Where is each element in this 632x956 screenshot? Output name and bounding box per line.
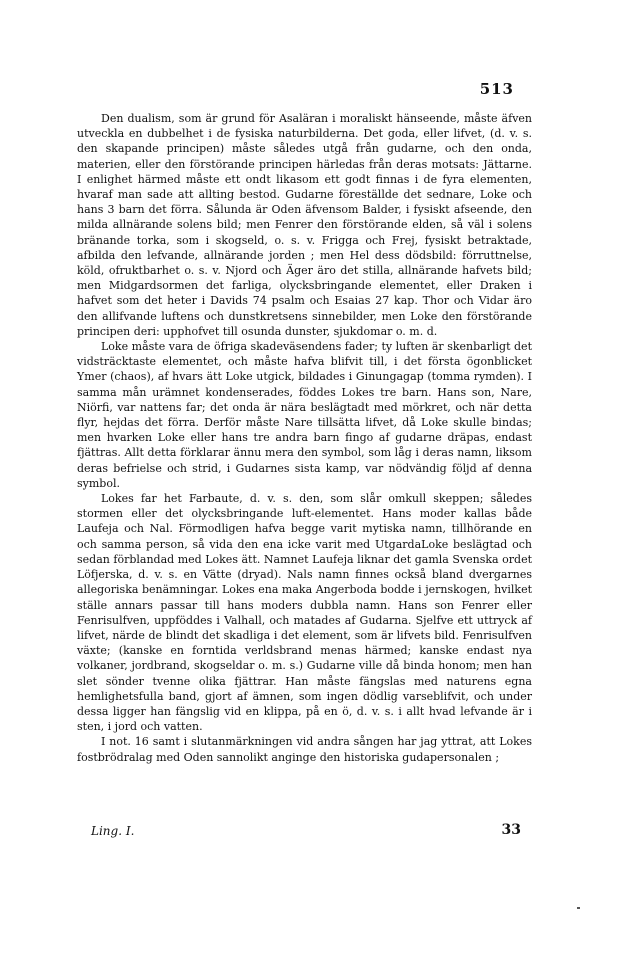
print-speck (577, 907, 580, 909)
sheet-number: 33 (501, 822, 521, 838)
paragraph-3: Lokes far het Farbaute, d. v. s. den, som slår omkull skeppen; således stormen eller det olycksbringande luft-elementet. Hans moder kallas både Laufeja och Nal. Förmodligen hafva begge varit mytiska namn, tillhörande en och samma person, så vida den ena icke varit med UtgardaLoke beslägtad och sedan förblandad med Lokes ätt. Namnet Laufeja liknar det gamla Svenska ordet Löfjerska, d. v. s. en Vätte (dryad). Nals namn finnes också bland dvergarnes allegoriska benämningar. Lokes ena maka Angerboda bodde i jernskogen, hvilket ställe annars passar till hans moders dubbla namn. Hans son Fenrer eller Fenrisulfven, uppföddes i Valhall, och matades af Gudarna. Sjelfve ett uttryck af lifvet, närde de blindt det skadliga i det element, som är lifvets bild. Fenrisulfven växte; (kanske en forntida verldsbrand menas härmed; kanske endast nya volkaner, jordbrand, skogseldar o. m. s.) Gudarne ville då binda honom; men han slet sönder tvenne olika fjättrar. Han måste fängslas med naturens egna hemlighetsfulla band, gjort af ämnen, som ingen dödlig varseblifvit, och under dessa ligger han fängslig vid en klippa, på en ö, d. v. s. i allt hvad lefvande är i sten, i jord och vatten. (77, 492, 532, 734)
page-number: 513 (479, 80, 514, 98)
paragraph-2: Loke måste vara de öfriga skadeväsendens fader; ty luften är skenbarligt det vidsträcktaste elementet, och måste hafva blifvit till, i det första ögonblicket Ymer (chaos), af hvars ätt Loke utgick, bildades i Ginungagap (tomma rymden). I samma mån urämnet kondenserades, föddes Lokes tre barn. Hans son, Nare, Niörfi, var nattens far; det onda är nära beslägtadt med mörkret, och när detta flyr, hejdas det förra. Derför måste Nare tillsätta lifvet, då Loke skulle bindas; men hvarken Loke eller hans tre andra barn fingo af gudarne dräpas, endast fjättras. Allt detta förklarar ännu mera den symbol, som låg i deras namn, liksom deras befrielse och strid, i Gudarnes sista kamp, var nödvändig följd af denna symbol. (77, 340, 532, 490)
paragraph-1: Den dualism, som är grund för Asaläran i moraliskt hänseende, måste äfven utveckla en dubbelhet i de fysiska naturbilderna. Det goda, eller lifvet, (d. v. s. den skapande principen) måste således utgå från gudarne, och den onda, materien, eller den förstörande principen härledas från deras motsats: Jättarne. I enlighet härmed måste ett ondt likasom ett godt finnas i de fyra elementen, hvaraf man sade att allting bestod. Gudarne föreställde det sednare, Loke och hans 3 barn det förra. Sålunda är Oden äfvensom Balder, i fysiskt afseende, den milda allnärande solens bild; men Fenrer den förstörande elden, så väl i solens bränande torka, som i skogseld, o. s. v. Frigga och Frej, fysiskt betraktade, afbilda den lefvande, allnärande jorden ; men Hel dess dödsbild: förruttnelse, köld, ofruktbarhet o. s. v. Njord och Äger äro det stilla, allnärande hafvets bild; men Midgardsormen det farliga, olycksbringande elementet, eller Draken i hafvet som det heter i Davids 74 psalm och Esaias 27 kap. Thor och Vidar äro den allifvande luftens och dunstkretsens sinnebilder, men Loke den förstörande principen deri: upphofvet till osunda dunster, sjukdomar o. m. d. (77, 112, 532, 338)
signature-mark: Ling. I. (91, 824, 135, 838)
page-footer (91, 824, 521, 838)
body-text (77, 111, 532, 765)
paragraph-4: I not. 16 samt i slutanmärkningen vid andra sången har jag yttrat, att Lokes fostbrödralag med Oden sannolikt anginge den historiska gudapersonalen ; (77, 735, 532, 764)
